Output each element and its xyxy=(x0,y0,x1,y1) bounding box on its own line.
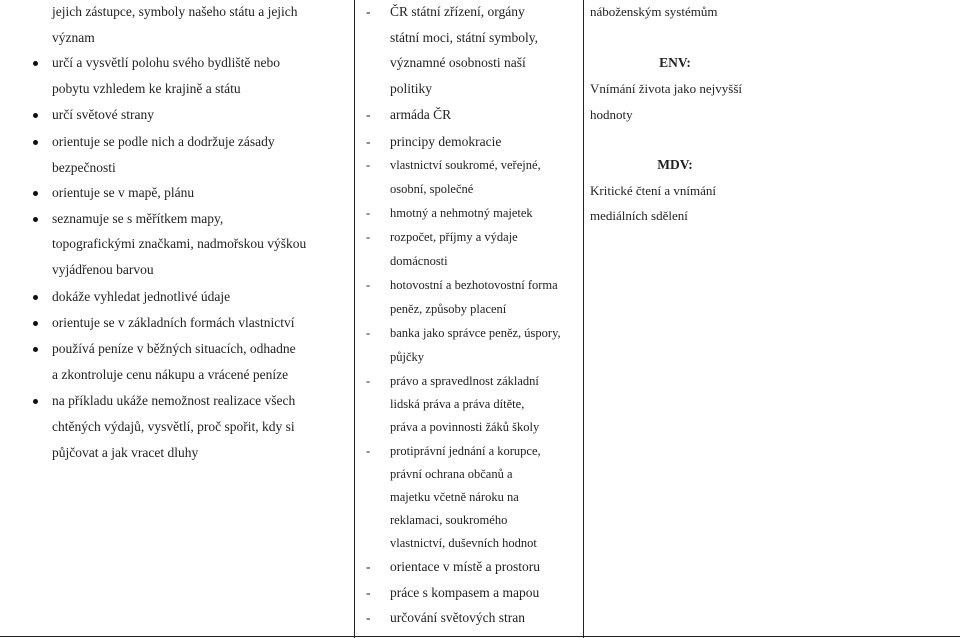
topic-line: osobní, společné xyxy=(390,182,474,196)
dash-marker: - xyxy=(366,158,371,172)
dash-marker: - xyxy=(366,4,371,19)
theme-text: hodnoty xyxy=(590,107,633,122)
dash-marker: - xyxy=(366,134,371,149)
outcome-line: dokáže vyhledat jednotlivé údaje xyxy=(52,289,231,304)
mdv-heading: MDV: xyxy=(657,157,693,172)
topic-line: právní ochrana občanů a xyxy=(390,467,513,481)
outcome-line: jejich zástupce, symboly našeho státu a jejich xyxy=(52,4,298,19)
topic-text: hmotný a nehmotný majetek xyxy=(390,206,533,220)
outcome-line: bezpečnosti xyxy=(52,160,116,175)
dash-marker: - xyxy=(366,278,371,292)
theme-text: náboženským systémům xyxy=(590,4,718,19)
topic-text: principy demokracie xyxy=(390,134,502,149)
topic-text: rozpočet, příjmy a výdaje xyxy=(390,230,518,244)
dash-marker: - xyxy=(366,374,371,388)
outcome-line: a zkontroluje cenu nákupu a vrácené peníze xyxy=(52,367,289,382)
topic-line: významné osobnosti naší xyxy=(390,55,526,70)
topic-text: právo a spravedlnost základní xyxy=(390,374,539,388)
column-divider xyxy=(354,0,355,638)
table-bottom-border xyxy=(0,636,960,637)
topic-text: určování světových stran xyxy=(390,610,525,625)
topic-line: peněz, způsoby placení xyxy=(390,302,507,316)
topic-line: vlastnictví, duševních hodnot xyxy=(390,536,537,550)
topic-line: půjčky xyxy=(390,350,425,364)
theme-text: mediálních sdělení xyxy=(590,208,688,223)
topic-line xyxy=(366,373,539,389)
dash-marker: - xyxy=(366,585,371,600)
outcome-line: chtěných výdajů, vysvětlí, proč spořit, kdy si xyxy=(52,419,295,434)
topic-line xyxy=(366,325,561,341)
topic-line: práva a povinnosti žáků školy xyxy=(390,420,540,434)
topic-line xyxy=(366,4,525,20)
outcome-line: seznamuje se s měřítkem mapy, xyxy=(52,211,224,226)
outcome-line: půjčovat a jak vracet dluhy xyxy=(52,445,199,460)
topic-text: protiprávní jednání a korupce, xyxy=(390,444,541,458)
topic-line: domácnosti xyxy=(390,254,448,268)
env-heading: ENV: xyxy=(659,55,691,70)
topic-line xyxy=(366,277,558,293)
topic-line xyxy=(366,610,525,626)
outcome-line: orientuje se podle nich a dodržuje zásady xyxy=(52,134,275,149)
topic-line xyxy=(366,585,539,601)
topic-line: reklamaci, soukromého xyxy=(390,513,508,527)
theme-text: Kritické čtení a vnímání xyxy=(590,183,716,198)
topic-line xyxy=(366,107,451,123)
topic-line: politiky xyxy=(390,81,433,96)
topic-line xyxy=(366,205,533,221)
dash-marker: - xyxy=(366,107,371,122)
outcome-line: určí a vysvětlí polohu svého bydliště nebo xyxy=(52,55,280,70)
topic-text: vlastnictví soukromé, veřejné, xyxy=(390,158,541,172)
topic-line xyxy=(366,443,541,459)
topic-line: lidská práva a práva dítěte, xyxy=(390,397,525,411)
column-divider xyxy=(583,0,584,638)
dash-marker: - xyxy=(366,326,371,340)
topic-line: majetku včetně nároku na xyxy=(390,490,519,504)
topic-text: orientace v místě a prostoru xyxy=(390,559,540,574)
dash-marker: - xyxy=(366,559,371,574)
dash-marker: - xyxy=(366,230,371,244)
topic-line xyxy=(366,134,501,150)
topic-text: práce s kompasem a mapou xyxy=(390,585,540,600)
topic-text: hotovostní a bezhotovostní forma xyxy=(390,278,558,292)
outcome-line: význam xyxy=(52,30,95,45)
outcome-line: vyjádřenou barvou xyxy=(52,262,154,277)
topic-line: státní moci, státní symboly, xyxy=(390,30,538,45)
dash-marker: - xyxy=(366,610,371,625)
topic-line xyxy=(366,559,540,575)
topic-line xyxy=(366,229,518,245)
outcome-line: určí světové strany xyxy=(52,107,154,122)
outcome-line: na příkladu ukáže nemožnost realizace všech xyxy=(52,393,296,408)
outcome-line: orientuje se v mapě, plánu xyxy=(52,185,195,200)
outcome-line: pobytu vzhledem ke krajině a státu xyxy=(52,81,241,96)
topic-text: banka jako správce peněz, úspory, xyxy=(390,326,561,340)
theme-text: Vnímání života jako nejvyšší xyxy=(590,81,743,96)
outcome-line: topografickými značkami, nadmořskou výškou xyxy=(52,236,307,251)
topic-text: ČR státní zřízení, orgány xyxy=(390,4,525,19)
outcome-line: používá peníze v běžných situacích, odhadne xyxy=(52,341,296,356)
topic-text: armáda ČR xyxy=(390,107,452,122)
topic-line xyxy=(366,157,541,173)
dash-marker: - xyxy=(366,206,371,220)
outcome-line: orientuje se v základních formách vlastnictví xyxy=(52,315,295,330)
dash-marker: - xyxy=(366,444,371,458)
